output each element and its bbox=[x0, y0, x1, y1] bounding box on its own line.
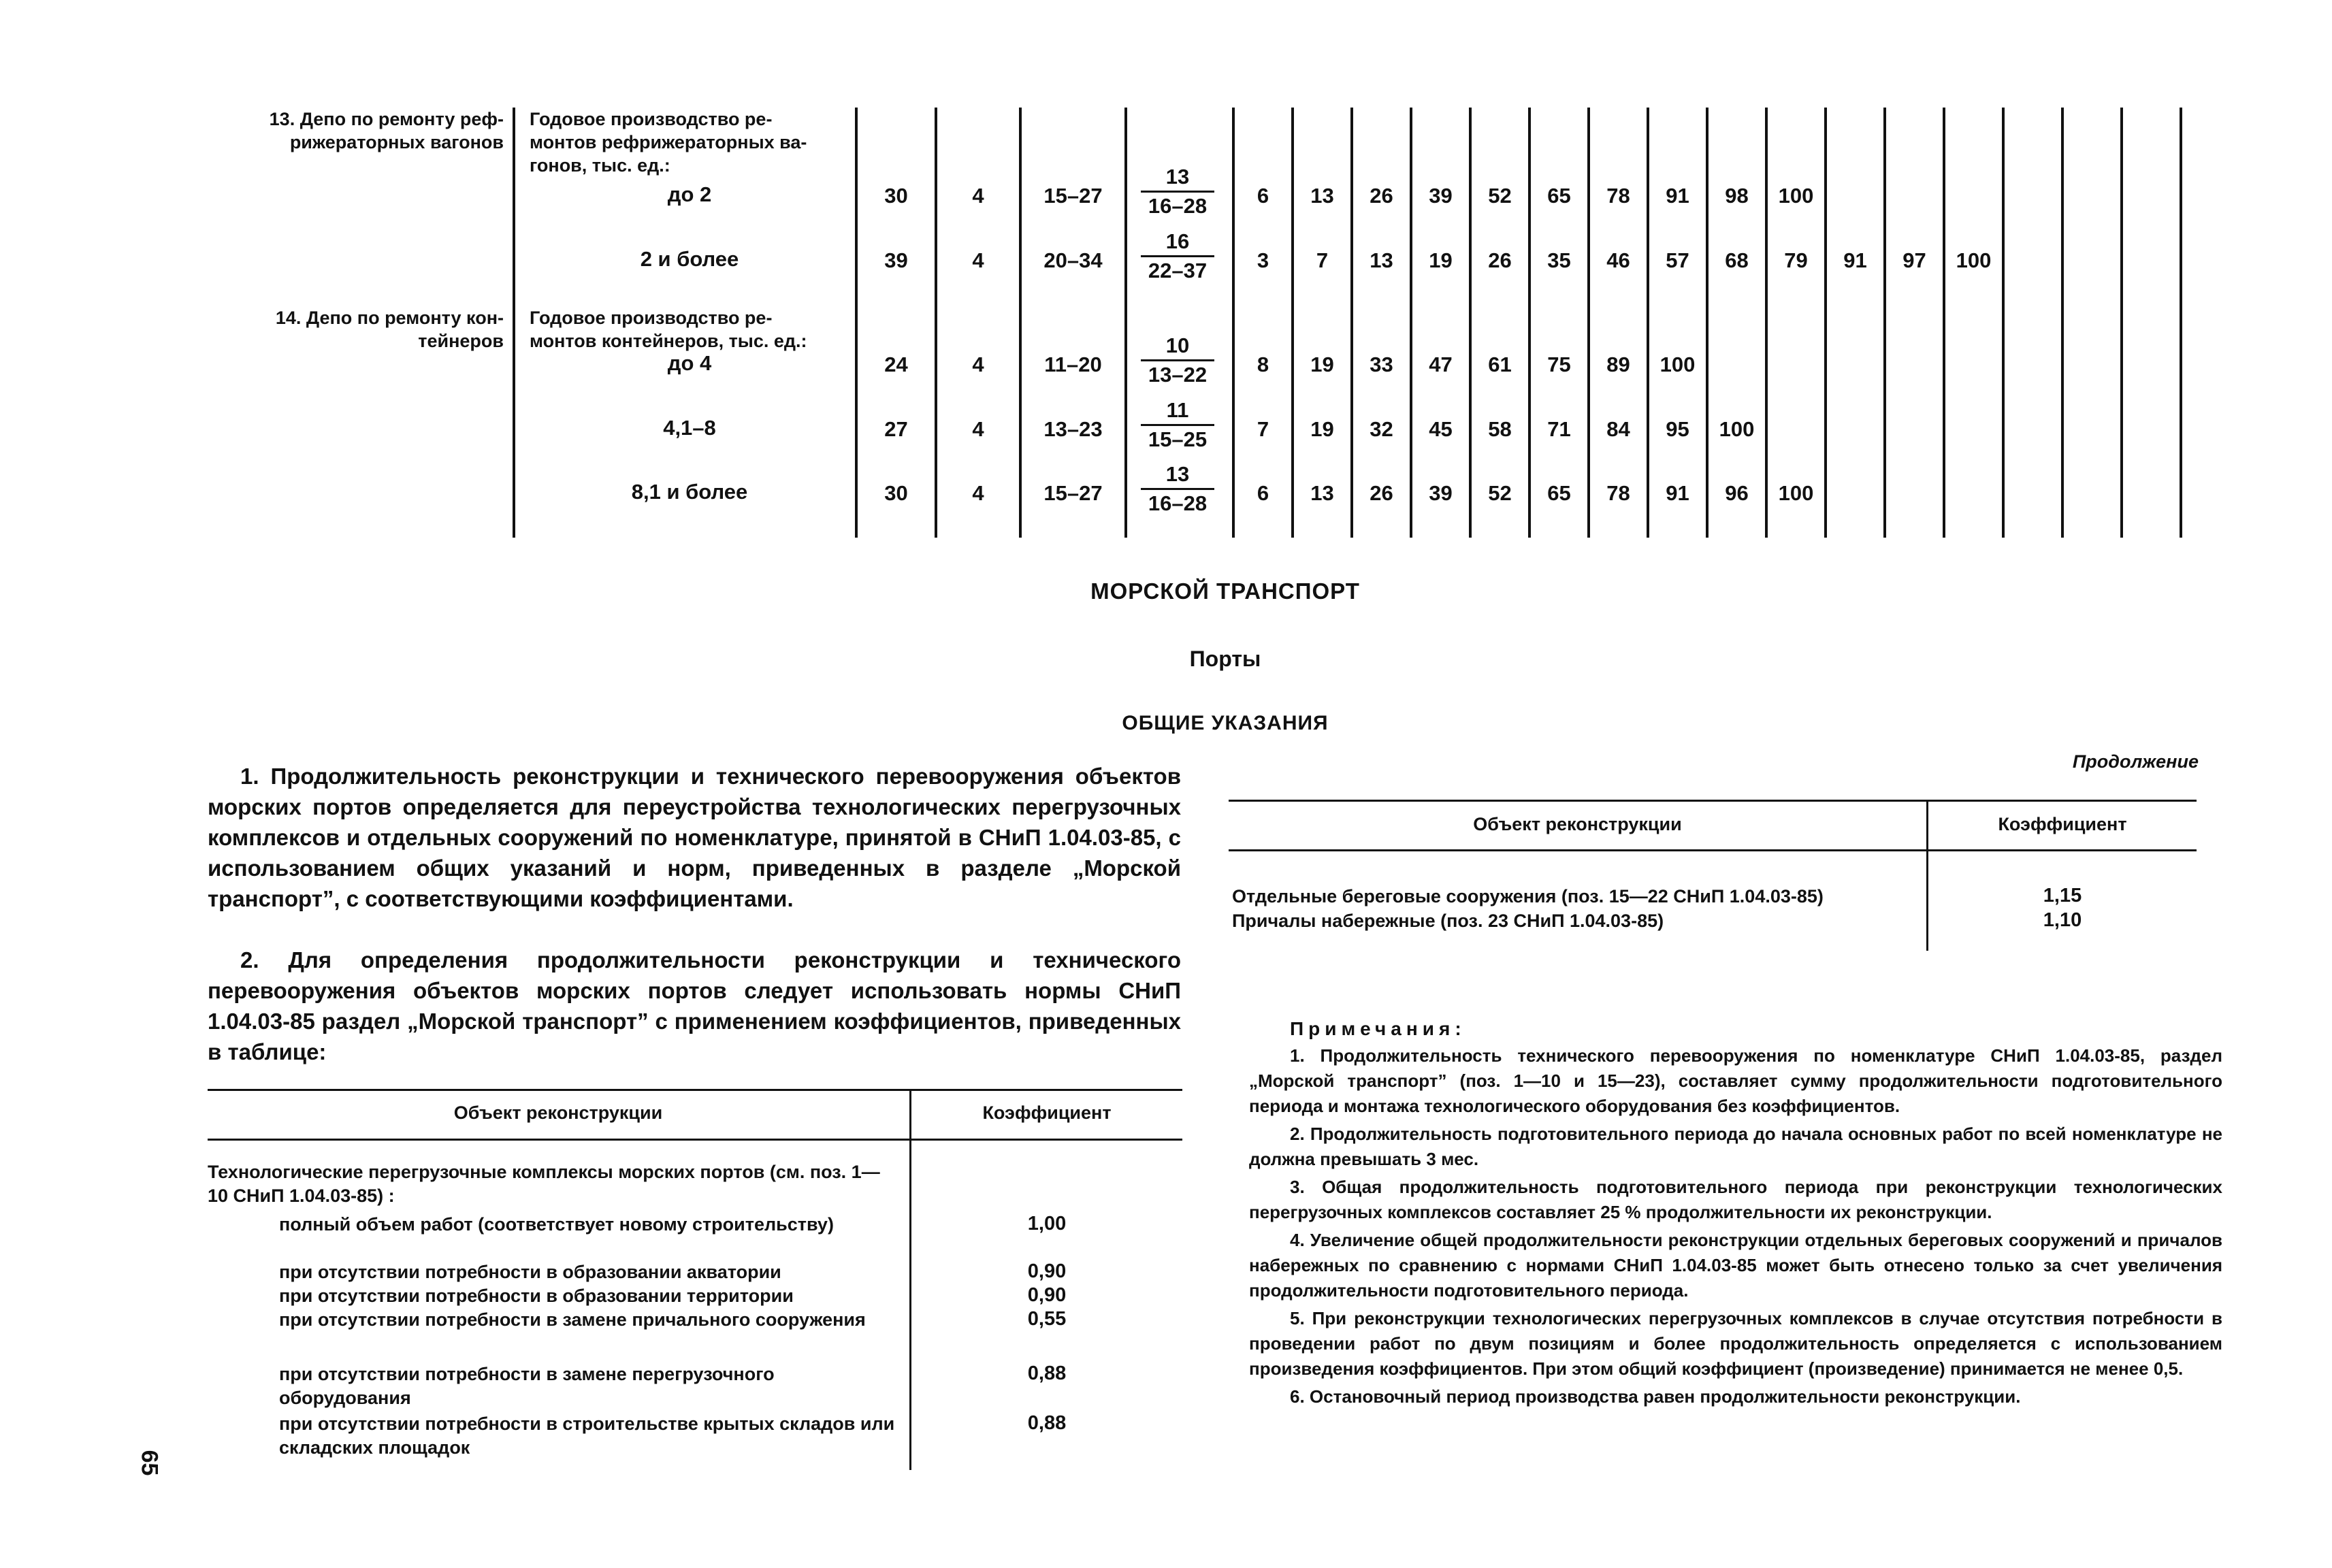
fraction-numerator: 11 bbox=[1166, 398, 1189, 422]
percent-cell: 57 bbox=[1666, 248, 1689, 272]
percent-cell: 100 bbox=[1956, 248, 1992, 272]
percent-cell: 7 bbox=[1257, 417, 1269, 441]
fraction-numerator: 10 bbox=[1165, 333, 1190, 357]
percent-cell: 7 bbox=[1316, 248, 1329, 272]
paragraph-text: Для определения продолжительности реконструкции и технического перевооружения объектов морских портов следует использовать нормы СНиП 1.04.03-85 раздел „Морской транспорт” с применением коэффициентов, приведенных в таблице: bbox=[208, 947, 1182, 1064]
object-line: 14. Депо по ремонту кон- bbox=[275, 308, 504, 328]
fraction-cell bbox=[1137, 333, 1218, 387]
duration-cell: 24 bbox=[884, 353, 908, 376]
table-rule bbox=[1824, 108, 1827, 538]
table-rule bbox=[1232, 108, 1235, 538]
table-rule bbox=[1291, 108, 1294, 538]
percent-cell: 45 bbox=[1429, 417, 1453, 441]
page-number: 65 bbox=[136, 1450, 163, 1476]
percent-cell: 84 bbox=[1606, 417, 1630, 441]
percent-cell: 91 bbox=[1666, 481, 1689, 505]
table-row-object: при отсутствии потребности в образовании акватории bbox=[279, 1262, 781, 1282]
paragraph-number: 1. bbox=[240, 764, 259, 789]
percent-cell: 95 bbox=[1666, 417, 1689, 441]
notes-title: Примечания: bbox=[1290, 1018, 1466, 1039]
table-row-coef: 1,15 bbox=[2043, 885, 2082, 906]
percent-cell: 6 bbox=[1257, 481, 1269, 505]
percent-cell: 65 bbox=[1547, 184, 1571, 208]
object-14 bbox=[197, 306, 504, 353]
fraction-bar bbox=[1141, 424, 1214, 426]
percent-cell: 78 bbox=[1606, 481, 1630, 505]
note-item: 3. Общая продолжительность подготовительного периода при реконструкции технологических перегрузочных комплексов составляет 25 % продолжительности их реконструкции. bbox=[1249, 1177, 2222, 1222]
fraction-cell bbox=[1137, 165, 1218, 218]
table-rule bbox=[2061, 108, 2064, 538]
column-header-object: Объект реконструкции bbox=[453, 1102, 663, 1123]
fraction-cell bbox=[1137, 229, 1218, 283]
table-rule bbox=[1883, 108, 1886, 538]
table-row-coef: 0,90 bbox=[1027, 1260, 1067, 1282]
group-title: Технологические перегрузочные комплексы морских портов (см. поз. 1—10 СНиП 1.04.03-85) : bbox=[208, 1162, 880, 1206]
table-rule bbox=[2120, 108, 2123, 538]
percent-cell: 3 bbox=[1257, 248, 1269, 272]
table-row-object: при отсутствии потребности в образовании территории bbox=[279, 1286, 794, 1306]
duration-cell: 27 bbox=[884, 417, 908, 441]
percent-cell: 79 bbox=[1784, 248, 1808, 272]
description-line: монтов рефрижераторных ва- bbox=[530, 132, 807, 152]
percent-cell: 19 bbox=[1429, 248, 1453, 272]
note-item: 1. Продолжительность технического перевооружения по номенклатуре СНиП 1.04.03-85, раздел „Морской транспорт” (поз. 1—10 и 15—23), составляет сумму продолжительности подготовительного периода и монтажа технологического оборудования без коэффициентов. bbox=[1249, 1045, 2222, 1116]
percent-cell: 78 bbox=[1606, 184, 1630, 208]
prep-cell: 4 bbox=[972, 248, 984, 272]
percent-cell: 100 bbox=[1659, 353, 1696, 376]
percent-cell: 32 bbox=[1370, 417, 1393, 441]
percent-cell: 52 bbox=[1488, 481, 1512, 505]
fraction-cell bbox=[1137, 462, 1218, 516]
note-item: 5. При реконструкции технологических перегрузочных комплексов в случае отсутствия потребности в проведении работ по двум позициям и более продолжительность определяется с использованием произведения коэффициентов. При этом общий коэффициент (произведение) принимается не менее 0,5. bbox=[1249, 1308, 2222, 1379]
object-line: рижераторных вагонов bbox=[289, 132, 504, 152]
percent-cell: 33 bbox=[1370, 353, 1393, 376]
percent-cell: 26 bbox=[1370, 481, 1393, 505]
fraction-cell bbox=[1137, 398, 1218, 452]
fraction-bar bbox=[1141, 255, 1214, 257]
description-line: Годовое производство ре- bbox=[530, 109, 773, 129]
prep-cell: 4 bbox=[972, 417, 984, 441]
percent-cell: 19 bbox=[1310, 353, 1334, 376]
subrow-label: до 4 bbox=[667, 351, 712, 375]
table-row-coef: 1,10 bbox=[2043, 909, 2082, 931]
percent-cell: 35 bbox=[1547, 248, 1571, 272]
percent-cell: 61 bbox=[1488, 353, 1512, 376]
percent-cell: 71 bbox=[1547, 417, 1571, 441]
percent-cell: 100 bbox=[1719, 417, 1755, 441]
column-header-object: Объект реконструкции bbox=[1473, 814, 1682, 834]
object-line: тейнеров bbox=[418, 331, 504, 351]
percent-cell: 13 bbox=[1310, 481, 1334, 505]
range-cell: 11–20 bbox=[1044, 353, 1102, 376]
duration-cell: 30 bbox=[884, 481, 908, 505]
percent-cell: 47 bbox=[1429, 353, 1453, 376]
table-row-coef: 0,55 bbox=[1027, 1308, 1067, 1330]
table-header-rule bbox=[208, 1139, 1182, 1141]
general-heading: ОБЩИЕ УКАЗАНИЯ bbox=[1122, 712, 1329, 734]
percent-cell: 97 bbox=[1902, 248, 1926, 272]
duration-cell: 39 bbox=[884, 248, 908, 272]
note-item: 6. Остановочный период производства равен продолжительности реконструкции. bbox=[1290, 1386, 2021, 1407]
percent-cell: 6 bbox=[1257, 184, 1269, 208]
note-item: 2. Продолжительность подготовительного периода до начала основных работ по всей номенклатуре не должна превышать 3 мес. bbox=[1249, 1124, 2222, 1169]
note-item: 4. Увеличение общей продолжительности реконструкции отдельных береговых сооружений и причалов набережных по сравнению с нормами СНиП 1.04.03-85 может быть отнесено только за счет увеличения продолжительности подготовительного периода. bbox=[1249, 1230, 2222, 1301]
table-row-coef: 0,88 bbox=[1027, 1362, 1067, 1384]
table-rule bbox=[513, 108, 515, 538]
percent-cell: 26 bbox=[1370, 184, 1393, 208]
fraction-numerator: 13 bbox=[1165, 462, 1190, 486]
percent-cell: 68 bbox=[1725, 248, 1749, 272]
table-rule bbox=[1765, 108, 1768, 538]
table-rule bbox=[1647, 108, 1649, 538]
column-header-coefficient: Коэффициент bbox=[982, 1102, 1112, 1123]
prep-cell: 4 bbox=[972, 353, 984, 376]
percent-cell: 19 bbox=[1310, 417, 1334, 441]
continuation-label: Продолжение bbox=[2072, 751, 2199, 772]
table-rule bbox=[1019, 108, 1022, 538]
subrow-label: 4,1–8 bbox=[663, 416, 716, 440]
description-line: гонов, тыс. ед.: bbox=[530, 155, 670, 176]
table-row-object: Отдельные береговые сооружения (поз. 15—22 СНиП 1.04.03-85) bbox=[1232, 886, 1824, 906]
fraction-denominator: 22–37 bbox=[1148, 259, 1208, 282]
duration-cell: 30 bbox=[884, 184, 908, 208]
table-rule bbox=[1350, 108, 1353, 538]
percent-cell: 91 bbox=[1666, 184, 1689, 208]
fraction-denominator: 13–22 bbox=[1148, 363, 1208, 387]
percent-cell: 39 bbox=[1429, 481, 1453, 505]
paragraph-2 bbox=[208, 945, 1181, 1067]
fraction-bar bbox=[1141, 191, 1214, 193]
subrow-label: 2 и более bbox=[640, 247, 739, 271]
percent-cell: 100 bbox=[1778, 481, 1814, 505]
fraction-denominator: 16–28 bbox=[1148, 491, 1208, 515]
table-row-object: при отсутствии потребности в замене причального сооружения bbox=[279, 1309, 866, 1330]
prep-cell: 4 bbox=[972, 481, 984, 505]
fraction-bar bbox=[1141, 359, 1214, 361]
percent-cell: 65 bbox=[1547, 481, 1571, 505]
table-rule bbox=[1943, 108, 1945, 538]
table-row-object: полный объем работ (соответствует новому строительству) bbox=[279, 1214, 834, 1235]
percent-cell: 52 bbox=[1488, 184, 1512, 208]
table-row-coef: 0,88 bbox=[1027, 1412, 1067, 1434]
fraction-numerator: 13 bbox=[1165, 165, 1190, 189]
paragraph-number: 2. bbox=[240, 947, 259, 973]
table-rule bbox=[1469, 108, 1472, 538]
prep-cell: 4 bbox=[972, 184, 984, 208]
object-line: 13. Депо по ремонту реф- bbox=[269, 109, 504, 129]
fraction-denominator: 15–25 bbox=[1148, 427, 1208, 451]
fraction-numerator: 16 bbox=[1165, 229, 1190, 253]
range-cell: 15–27 bbox=[1043, 184, 1103, 208]
table-rule bbox=[1124, 108, 1127, 538]
table-row-object: при отсутствии потребности в замене перегрузочного оборудования bbox=[279, 1364, 775, 1408]
subrow-label: 8,1 и более bbox=[631, 480, 748, 504]
range-cell: 13–23 bbox=[1043, 417, 1103, 441]
percent-cell: 98 bbox=[1725, 184, 1749, 208]
description-line: монтов контейнеров, тыс. ед.: bbox=[530, 331, 807, 351]
table-top-rule bbox=[208, 1089, 1182, 1091]
percent-cell: 75 bbox=[1547, 353, 1571, 376]
table-rule bbox=[2180, 108, 2182, 538]
column-header-coefficient: Коэффициент bbox=[1998, 814, 2127, 834]
subsection-heading: Порты bbox=[1189, 647, 1261, 671]
percent-cell: 26 bbox=[1488, 248, 1512, 272]
section-heading: МОРСКОЙ ТРАНСПОРТ bbox=[1090, 578, 1360, 604]
fraction-denominator: 16–28 bbox=[1148, 194, 1208, 218]
percent-cell: 13 bbox=[1310, 184, 1334, 208]
percent-cell: 96 bbox=[1725, 481, 1749, 505]
range-cell: 15–27 bbox=[1043, 481, 1103, 505]
percent-cell: 46 bbox=[1606, 248, 1630, 272]
table-rule bbox=[935, 108, 937, 538]
table-rule bbox=[1410, 108, 1412, 538]
table-row-object: при отсутствии потребности в строительстве крытых складов или складских площадок bbox=[279, 1414, 895, 1458]
notes-list bbox=[1249, 1043, 2222, 1409]
percent-cell: 58 bbox=[1488, 417, 1512, 441]
table-top-rule bbox=[1229, 800, 2197, 802]
range-cell: 20–34 bbox=[1043, 248, 1103, 272]
percent-cell: 91 bbox=[1843, 248, 1867, 272]
paragraph-text: Продолжительность реконструкции и технического перевооружения объектов морских портов определяется для переустройства технологических перегрузочных комплексов и отдельных сооружений по номенклатуре, принятой в СНиП 1.04.03-85, с использованием общих указаний и норм, приведенных в разделе „Морской транспорт”, с соответствующими коэффициентами. bbox=[208, 764, 1182, 911]
description-13 bbox=[530, 108, 849, 177]
percent-cell: 89 bbox=[1606, 353, 1630, 376]
percent-cell: 13 bbox=[1370, 248, 1393, 272]
subrow-label: до 2 bbox=[667, 182, 712, 206]
percent-cell: 8 bbox=[1257, 353, 1269, 376]
description-line: Годовое производство ре- bbox=[530, 308, 773, 328]
table-rule bbox=[1706, 108, 1708, 538]
paragraph-1 bbox=[208, 761, 1181, 914]
table-row-coef: 0,90 bbox=[1027, 1284, 1067, 1306]
table-header-rule bbox=[1229, 849, 2197, 851]
table-row-object: Причалы набережные (поз. 23 СНиП 1.04.03-85) bbox=[1232, 911, 1664, 931]
fraction-bar bbox=[1141, 488, 1214, 490]
table-row-coef: 1,00 bbox=[1027, 1213, 1067, 1235]
percent-cell: 100 bbox=[1778, 184, 1814, 208]
description-14 bbox=[530, 306, 849, 353]
table-rule bbox=[855, 108, 858, 538]
percent-cell: 39 bbox=[1429, 184, 1453, 208]
table-rule bbox=[2002, 108, 2005, 538]
table-rule bbox=[1587, 108, 1590, 538]
table-rule bbox=[1528, 108, 1531, 538]
object-13 bbox=[197, 108, 504, 154]
